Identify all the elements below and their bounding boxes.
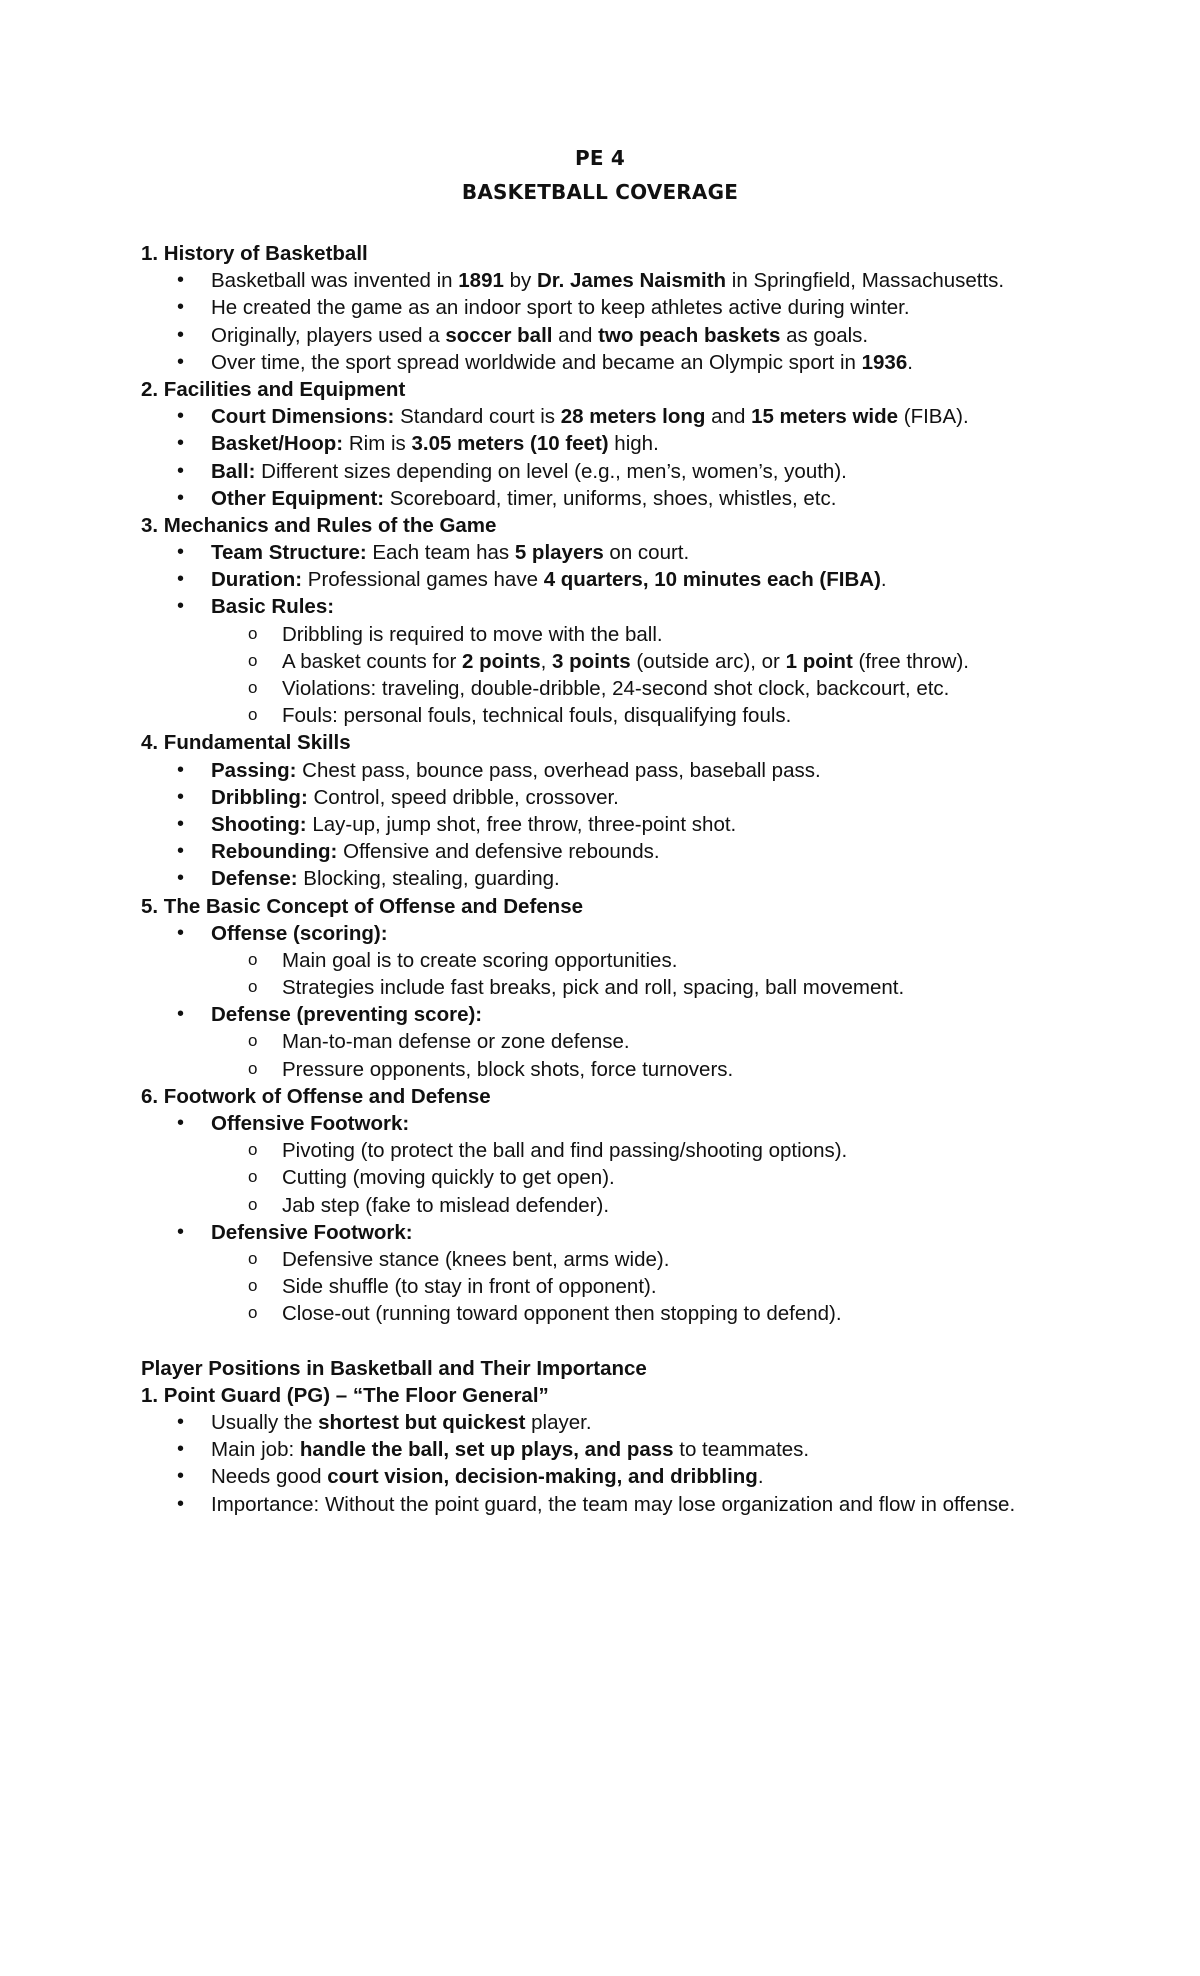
text-run: in Springfield, Massachusetts. bbox=[726, 269, 1005, 293]
text-run: high. bbox=[608, 432, 659, 456]
bullet-item bbox=[141, 349, 1151, 376]
bold-text: Duration: bbox=[211, 568, 303, 592]
bullet-item bbox=[141, 593, 1151, 620]
bold-text: court vision, decision-making, and dribbling bbox=[327, 1465, 758, 1489]
sub-bullet-marker: o bbox=[248, 623, 258, 643]
blank-line bbox=[141, 1328, 1151, 1355]
bullet-marker: • bbox=[177, 785, 185, 808]
text-run: Cutting (moving quickly to get open). bbox=[282, 1166, 615, 1190]
bold-text: 5. The Basic Concept of Offense and Defense bbox=[141, 894, 583, 918]
document-subtitle: BASKETBALL COVERAGE bbox=[461, 180, 739, 204]
sub-bullet-item bbox=[141, 1056, 1151, 1083]
bullet-item bbox=[141, 784, 1151, 811]
document-title: PE 4 bbox=[575, 146, 625, 170]
bullet-item bbox=[141, 865, 1151, 892]
bullet-item bbox=[141, 1219, 1151, 1246]
text-run: Pressure opponents, block shots, force turnovers. bbox=[282, 1057, 734, 1081]
bullet-item bbox=[141, 1001, 1151, 1028]
text-run: on court. bbox=[603, 541, 690, 565]
text-run: (free throw). bbox=[852, 649, 969, 673]
sub-bullet-item bbox=[141, 1192, 1151, 1219]
bold-text: 15 meters wide bbox=[751, 405, 899, 429]
text-run: Control, speed dribble, crossover. bbox=[307, 785, 619, 809]
bullet-item bbox=[141, 267, 1151, 294]
bold-text: 1. History of Basketball bbox=[141, 242, 368, 265]
text-run: Man-to-man defense or zone defense. bbox=[282, 1030, 630, 1054]
bullet-item bbox=[141, 838, 1151, 865]
sub-bullet-item bbox=[141, 648, 1151, 675]
bold-text: 6. Footwork of Offense and Defense bbox=[141, 1084, 491, 1108]
bold-text: Rebounding: bbox=[211, 840, 338, 864]
bullet-marker: • bbox=[177, 758, 185, 781]
bullet-item bbox=[141, 322, 1151, 349]
bold-text: Player Positions in Basketball and Their Importance bbox=[141, 1356, 647, 1380]
bullet-marker: • bbox=[177, 595, 185, 618]
sub-bullet-item bbox=[141, 621, 1151, 648]
bold-text: 3. Mechanics and Rules of the Game bbox=[141, 513, 497, 537]
bullet-item bbox=[141, 430, 1151, 457]
text-run: Blocking, stealing, guarding. bbox=[297, 867, 560, 891]
bold-text: 3 points bbox=[552, 649, 631, 673]
bullet-marker: • bbox=[177, 296, 185, 319]
bullet-marker: • bbox=[177, 350, 185, 373]
text-run: Offensive and defensive rebounds. bbox=[337, 840, 660, 864]
bold-text: shortest but quickest bbox=[318, 1411, 526, 1435]
text-run: Originally, players used a bbox=[211, 323, 446, 347]
text-run: , bbox=[540, 649, 553, 673]
section-heading bbox=[141, 729, 1151, 756]
section-heading bbox=[141, 240, 1151, 267]
sub-bullet-item bbox=[141, 1028, 1151, 1055]
text-run: Defensive stance (knees bent, arms wide). bbox=[282, 1247, 670, 1271]
section-heading bbox=[141, 893, 1151, 920]
sub-bullet-item bbox=[141, 675, 1151, 702]
bullet-marker: • bbox=[177, 486, 185, 509]
sub-bullet-item bbox=[141, 1164, 1151, 1191]
text-run: and bbox=[552, 323, 599, 347]
bold-text: soccer ball bbox=[445, 323, 553, 347]
sub-bullet-item bbox=[141, 974, 1151, 1001]
bullet-marker: • bbox=[177, 269, 185, 292]
sub-bullet-marker: o bbox=[248, 1031, 258, 1051]
text-run: (FIBA). bbox=[898, 405, 969, 429]
bold-text: Offense (scoring): bbox=[211, 921, 388, 945]
bullet-item bbox=[141, 1463, 1151, 1490]
bullet-marker: • bbox=[177, 840, 185, 863]
bullet-marker: • bbox=[177, 1492, 185, 1515]
section-heading bbox=[141, 1382, 1151, 1409]
bullet-item bbox=[141, 403, 1151, 430]
text-run: Violations: traveling, double-dribble, 24-second shot clock, backcourt, etc. bbox=[282, 677, 950, 700]
text-run: Lay-up, jump shot, free throw, three-point shot. bbox=[306, 812, 737, 836]
text-run: Chest pass, bounce pass, overhead pass, baseball pass. bbox=[296, 758, 821, 782]
bullet-item bbox=[141, 1491, 1151, 1518]
bold-text: Shooting: bbox=[211, 812, 307, 836]
bold-text: 2 points bbox=[462, 649, 541, 673]
bold-text: Dr. James Naismith bbox=[536, 269, 727, 293]
sub-bullet-item bbox=[141, 1246, 1151, 1273]
bullet-marker: • bbox=[177, 1220, 185, 1243]
sub-bullet-item bbox=[141, 947, 1151, 974]
section-heading bbox=[141, 376, 1151, 403]
bold-text: 1. Point Guard (PG) – “The Floor General” bbox=[141, 1383, 549, 1407]
bullet-marker: • bbox=[177, 1438, 185, 1461]
section-heading bbox=[141, 1355, 1151, 1382]
text-run: Jab step (fake to mislead defender). bbox=[282, 1193, 610, 1217]
sub-bullet-marker: o bbox=[248, 1140, 258, 1160]
bullet-item bbox=[141, 811, 1151, 838]
sub-bullet-marker: o bbox=[248, 678, 258, 697]
bold-text: 5 players bbox=[514, 541, 604, 565]
bullet-item bbox=[141, 757, 1151, 784]
text-run: by bbox=[503, 269, 537, 293]
text-run: . bbox=[757, 1465, 764, 1489]
bullet-marker: • bbox=[177, 812, 185, 835]
sub-bullet-item bbox=[141, 1273, 1151, 1300]
bullet-marker: • bbox=[177, 568, 185, 591]
bold-text: 28 meters long bbox=[560, 405, 706, 429]
bold-text: 4. Fundamental Skills bbox=[141, 731, 351, 755]
text-run: He created the game as an indoor sport to keep athletes active during winter. bbox=[211, 296, 910, 320]
text-run: Professional games have bbox=[302, 568, 544, 592]
text-run: Over time, the sport spread worldwide and became an Olympic sport in bbox=[211, 350, 862, 374]
bullet-item bbox=[141, 566, 1151, 593]
sub-bullet-item bbox=[141, 702, 1151, 729]
sub-bullet-item bbox=[141, 1300, 1151, 1327]
bullet-marker: • bbox=[177, 323, 185, 346]
bullet-marker: • bbox=[177, 405, 185, 428]
bold-text: Dribbling: bbox=[211, 785, 308, 809]
bold-text: Defensive Footwork: bbox=[211, 1220, 413, 1244]
bullet-item bbox=[141, 539, 1151, 566]
document-body bbox=[141, 240, 1151, 1518]
text-run: Dribbling is required to move with the ball. bbox=[282, 622, 663, 646]
bold-text: Ball: bbox=[211, 459, 256, 483]
bold-text: Defense (preventing score): bbox=[211, 1003, 483, 1027]
bullet-item bbox=[141, 1110, 1151, 1137]
section-heading bbox=[141, 1083, 1151, 1110]
sub-bullet-marker: o bbox=[248, 650, 258, 670]
sub-bullet-item bbox=[141, 1137, 1151, 1164]
bullet-item bbox=[141, 920, 1151, 947]
bold-text: Passing: bbox=[211, 758, 297, 782]
bullet-item bbox=[141, 1436, 1151, 1463]
bold-text: 1891 bbox=[458, 269, 504, 293]
bullet-marker: • bbox=[177, 432, 185, 455]
bold-text: 2. Facilities and Equipment bbox=[141, 377, 406, 401]
section-heading bbox=[141, 512, 1151, 539]
sub-bullet-marker: o bbox=[248, 1303, 258, 1323]
bold-text: Offensive Footwork: bbox=[211, 1112, 410, 1135]
bullet-item bbox=[141, 294, 1151, 321]
sub-bullet-marker: o bbox=[248, 977, 258, 997]
text-run: Importance: Without the point guard, the team may lose organization and flow in offense. bbox=[211, 1492, 1016, 1516]
text-run: Each team has bbox=[366, 541, 515, 565]
sub-bullet-marker: o bbox=[248, 705, 258, 725]
bullet-marker: • bbox=[177, 459, 185, 482]
bullet-marker: • bbox=[177, 1411, 185, 1434]
text-run: (outside arc), or bbox=[630, 649, 786, 673]
bullet-marker: • bbox=[177, 921, 185, 944]
sub-bullet-marker: o bbox=[248, 1276, 258, 1296]
bold-text: Basket/Hoop: bbox=[211, 432, 344, 456]
bullet-marker: • bbox=[177, 1112, 185, 1134]
text-run: Standard court is bbox=[394, 405, 561, 429]
bold-text: 4 quarters, 10 minutes each (FIBA) bbox=[543, 568, 881, 592]
text-run: A basket counts for bbox=[282, 649, 463, 673]
sub-bullet-marker: o bbox=[248, 1248, 258, 1268]
bold-text: Team Structure: bbox=[211, 541, 367, 565]
bold-text: Basic Rules: bbox=[211, 595, 335, 619]
text-run: Basketball was invented in bbox=[211, 269, 459, 293]
text-run: Main job: bbox=[211, 1438, 300, 1462]
text-run: . bbox=[880, 568, 887, 592]
text-run: Main goal is to create scoring opportunities. bbox=[282, 948, 678, 972]
text-run: Pivoting (to protect the ball and find passing/shooting options). bbox=[282, 1139, 848, 1163]
text-run: Side shuffle (to stay in front of opponent). bbox=[282, 1275, 657, 1299]
bullet-marker: • bbox=[177, 541, 185, 564]
bullet-marker: • bbox=[177, 1465, 185, 1488]
text-run: Usually the bbox=[211, 1411, 319, 1435]
bullet-item bbox=[141, 485, 1151, 512]
text-run: Needs good bbox=[211, 1465, 328, 1489]
bullet-item bbox=[141, 458, 1151, 485]
text-run: . bbox=[907, 350, 913, 374]
bullet-marker: • bbox=[177, 867, 185, 890]
bold-text: Other Equipment: bbox=[211, 486, 385, 510]
text-run: Strategies include fast breaks, pick and roll, spacing, ball movement. bbox=[282, 976, 905, 1000]
bold-text: Defense: bbox=[211, 867, 298, 891]
text-run: Different sizes depending on level (e.g., men’s, women’s, youth). bbox=[255, 459, 847, 483]
bold-text: 1936 bbox=[861, 350, 908, 374]
bold-text: two peach baskets bbox=[598, 323, 781, 347]
sub-bullet-marker: o bbox=[248, 1194, 258, 1214]
sub-bullet-marker: o bbox=[248, 1167, 258, 1187]
text-run: and bbox=[705, 405, 752, 429]
text-run: Rim is bbox=[343, 432, 412, 456]
bullet-marker: • bbox=[177, 1003, 185, 1026]
text-run: as goals. bbox=[780, 323, 869, 347]
text-run: Scoreboard, timer, uniforms, shoes, whistles, etc. bbox=[384, 486, 837, 510]
text-run: to teammates. bbox=[673, 1438, 810, 1462]
bold-text: 1 point bbox=[785, 649, 853, 673]
bold-text: handle the ball, set up plays, and pass bbox=[299, 1438, 674, 1462]
bold-text: Court Dimensions: bbox=[211, 405, 395, 429]
bold-text: 3.05 meters (10 feet) bbox=[411, 432, 609, 456]
sub-bullet-marker: o bbox=[248, 1058, 258, 1078]
text-run: Fouls: personal fouls, technical fouls, disqualifying fouls. bbox=[282, 704, 792, 728]
text-run: player. bbox=[525, 1411, 592, 1435]
sub-bullet-marker: o bbox=[248, 949, 258, 969]
text-run: Close-out (running toward opponent then stopping to defend). bbox=[282, 1302, 842, 1326]
bullet-item bbox=[141, 1409, 1151, 1436]
